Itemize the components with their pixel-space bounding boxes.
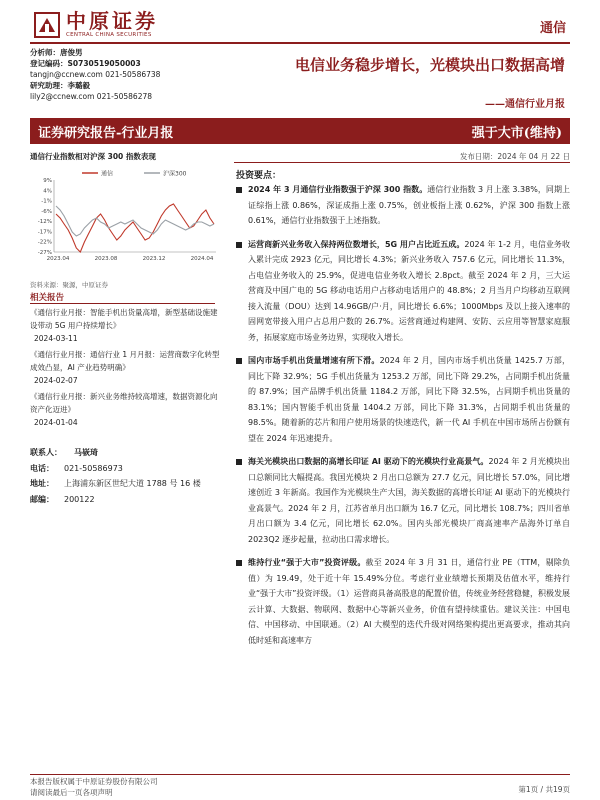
contact-block <box>30 445 220 507</box>
x-tick-label: 2023.08 <box>94 256 118 262</box>
zip-value: 200122 <box>64 494 95 504</box>
chart-source: 资料来源：聚源，中原证券 <box>30 281 108 289</box>
related-reports-list <box>30 306 220 432</box>
key-points-list <box>236 182 570 656</box>
related-report-item[interactable] <box>30 390 220 429</box>
analyst-label: 分析师： <box>30 48 60 57</box>
key-point-lead: 维持行业“强于大市”投资评级。 <box>248 558 366 567</box>
content-divider <box>234 162 570 163</box>
key-point <box>236 182 570 229</box>
logo-mark-icon <box>34 12 60 38</box>
page-number: 第1页 / 共19页 <box>518 785 570 794</box>
related-report-title[interactable]: 《通信行业月报：智能手机出货量高增，新型基础设施建设带动 5G 用户持续增长》 <box>30 308 218 330</box>
legend-label: 沪深300 <box>163 170 187 178</box>
logo-text-cn: 中原证券 <box>66 9 158 33</box>
footer-divider <box>30 774 570 775</box>
key-point-lead: 国内市场手机出货量增速有所下滑。 <box>248 356 380 365</box>
assistant-contact[interactable]: lily2@ccnew.com 021-50586278 <box>30 92 153 101</box>
bullet-square-icon <box>236 242 242 248</box>
publish-date: 发布日期：2024 年 04 月 22 日 <box>459 152 570 161</box>
related-report-date: 2024-01-04 <box>34 418 78 427</box>
key-points-heading: 投资要点： <box>236 171 282 181</box>
chart-title: 通信行业指数相对沪深 300 指数表现 <box>30 152 156 161</box>
bullet-square-icon <box>236 358 242 364</box>
report-type: 证券研究报告-行业月报 <box>38 125 174 141</box>
contact-person: 马嵚琦 <box>74 448 98 457</box>
assistant-name: 李璐毅 <box>67 81 90 90</box>
footer-copyright: 本报告版权属于中原证券股份有限公司 <box>30 777 158 786</box>
bullet-square-icon <box>236 459 242 465</box>
footer-disclaimer <box>30 776 158 798</box>
zip-label: 邮编： <box>30 494 54 504</box>
chart-svg <box>30 168 220 266</box>
key-point <box>236 353 570 446</box>
x-tick-label: 2023.04 <box>46 256 70 262</box>
key-point-lead: 2024 年 3 月通信行业指数强于沪深 300 指数。 <box>248 185 428 194</box>
y-tick-label: -17% <box>37 229 52 236</box>
performance-chart <box>30 168 220 266</box>
analyst-name: 唐俊男 <box>60 48 83 57</box>
key-point <box>236 454 570 547</box>
y-tick-label: -22% <box>37 239 52 246</box>
analyst-block <box>30 47 200 102</box>
investment-rating: 强于大市(维持) <box>471 125 562 141</box>
key-point-lead: 运营商新兴业务收入保持两位数增长，5G 用户占比近五成。 <box>248 239 465 249</box>
x-tick-label: 2023.12 <box>142 256 166 262</box>
phone-value[interactable]: 021-50586973 <box>64 463 123 473</box>
y-tick-label: -6% <box>41 208 52 215</box>
company-logo <box>34 8 194 42</box>
key-point-lead: 海关光模块出口数据的高增长印证 AI 驱动下的光模块行业高景气。 <box>248 457 489 466</box>
y-tick-label: -1% <box>41 198 52 205</box>
y-tick-label: 4% <box>43 188 52 195</box>
y-tick-label: 9% <box>43 178 52 184</box>
y-tick-label: -27% <box>37 250 52 256</box>
key-point-body: 2024 年 2 月光模块出口总额同比大幅提高。我国光模块 2 月出口总额为 27.7 亿元，同比增长 57.0%，同比增速创近 3 年新高。我国作为光模块生产大国，海关数据的高增长印证 AI 驱动下的光模块行业高景气。2024 年 2 月，江苏省单月出口额为 16.7 亿元，同比增长 108.7%；四川省单月出口额为 3.4 亿元，同比增长 62.0%。国内头部光模块厂商高速率产品海外订单自 2023Q2 逐步起量，拉动出口需求增长。 <box>248 457 570 544</box>
x-tick-label: 2024.04 <box>190 256 214 262</box>
analyst-contact[interactable]: tangjn@ccnew.com 021-50586738 <box>30 70 161 79</box>
address-label: 地址： <box>30 479 54 488</box>
key-point-body: 通信行业指数 3 月上涨 3.38%，同期上证综指上涨 0.86%，深证成指上涨 0.75%，创业板指上涨 0.62%，沪深 300 指数上涨 0.61%，通信行业指数强于上述指数。 <box>248 185 570 225</box>
reg-code: S0730519050003 <box>67 59 141 68</box>
contact-person-label: 联系人： <box>30 448 62 457</box>
related-divider <box>30 303 215 304</box>
related-report-date: 2024-03-11 <box>34 334 78 343</box>
address-value: 上海浦东新区世纪大道 1788 号 16 楼 <box>64 479 201 488</box>
logo-text-en: CENTRAL CHINA SECURITIES <box>66 32 152 38</box>
related-reports-heading: 相关报告 <box>30 293 65 303</box>
key-point <box>236 237 570 346</box>
related-report-date: 2024-02-07 <box>34 376 78 385</box>
related-report-title[interactable]: 《通信行业月报：通信行业 1 月月报：运营商数字化转型成效凸显，AI 产业趋势明确》 <box>30 350 220 372</box>
related-report-item[interactable] <box>30 348 220 387</box>
key-point-body: 2024 年 2 月，国内市场手机出货量 1425.7 万部，同比下降 32.9%；5G 手机出货量为 1253.2 万部，同比下降 29.2%，占同期手机出货量的 87.9%；国产品牌手机出货量 1184.2 万部，同比下降 32.5%，占同期手机出货量的 83.1%；国内智能手机出货量 1404.2 万部，同比下降 31.3%，占同期手机出货量的 98.5%。随着新的芯片和用户使用场景的快速迭代，新一代 AI 手机在中国市场所占份额有望在 2024 年迅速提升。 <box>248 356 571 443</box>
key-point-body: 2024 年 1-2 月，电信业务收入累计完成 2923 亿元，同比增长 4.3%；新兴业务收入 757.6 亿元，同比增长 11.3%，占电信业务收入的 25.9%，促进电信业务收入增长 2.8pct。截至 2024 年 2 月，三大运营商及中国广电的 5G 移动电话用户占移动电话用户的 48.8%；2 月当月户均移动互联网接入流量（DOU）达到 14.96GB/户·月，同比增长 6.6%；1000Mbps 及以上接入速率的固网宽带接入用户占总用户数的 26.7%。运营商通过构建网、安防、云应用等智慧家庭服务，拓展家庭市场业务边界，实现收入增长。 <box>248 239 570 342</box>
key-point-body: 截至 2024 年 3 月 31 日，通信行业 PE（TTM，剔除负值）为 19.49，处于近十年 15.49%分位。考虑行业业绩增长预期及估值水平，维持行业“强于大市”投资评级。（1）运营商具备高股息的配置价值，传统业务经营稳健，积极发展云计算、大数据、物联网、数据中心等新兴业务，价值有望持续重估。建议关注：中国电信、中国移动、中国联通。（2）AI 大模型的迭代升级对网络架构提出更高要求，推动其向低时延和高速率方 <box>248 558 570 645</box>
assistant-label: 研究助理： <box>30 81 68 90</box>
report-title: 电信业务稳步增长，光模块出口数据高增 <box>294 56 565 74</box>
related-report-item[interactable] <box>30 306 220 345</box>
footer-notice[interactable]: 请阅读最后一页各项声明 <box>30 788 113 797</box>
report-banner <box>30 118 570 144</box>
related-report-title[interactable]: 《通信行业月报：新兴业务维持较高增速，数据资源化向资产化迈进》 <box>30 392 218 414</box>
y-tick-label: -12% <box>37 219 52 226</box>
key-point <box>236 555 570 648</box>
legend-label: 通信 <box>101 170 114 178</box>
series-line <box>56 206 214 236</box>
bullet-square-icon <box>236 560 242 566</box>
bullet-square-icon <box>236 187 242 193</box>
header-divider <box>30 42 570 44</box>
reg-label: 登记编码： <box>30 59 68 68</box>
report-subtitle: ——通信行业月报 <box>485 99 565 110</box>
industry-category: 通信 <box>539 21 566 36</box>
phone-label: 电话： <box>30 463 54 473</box>
